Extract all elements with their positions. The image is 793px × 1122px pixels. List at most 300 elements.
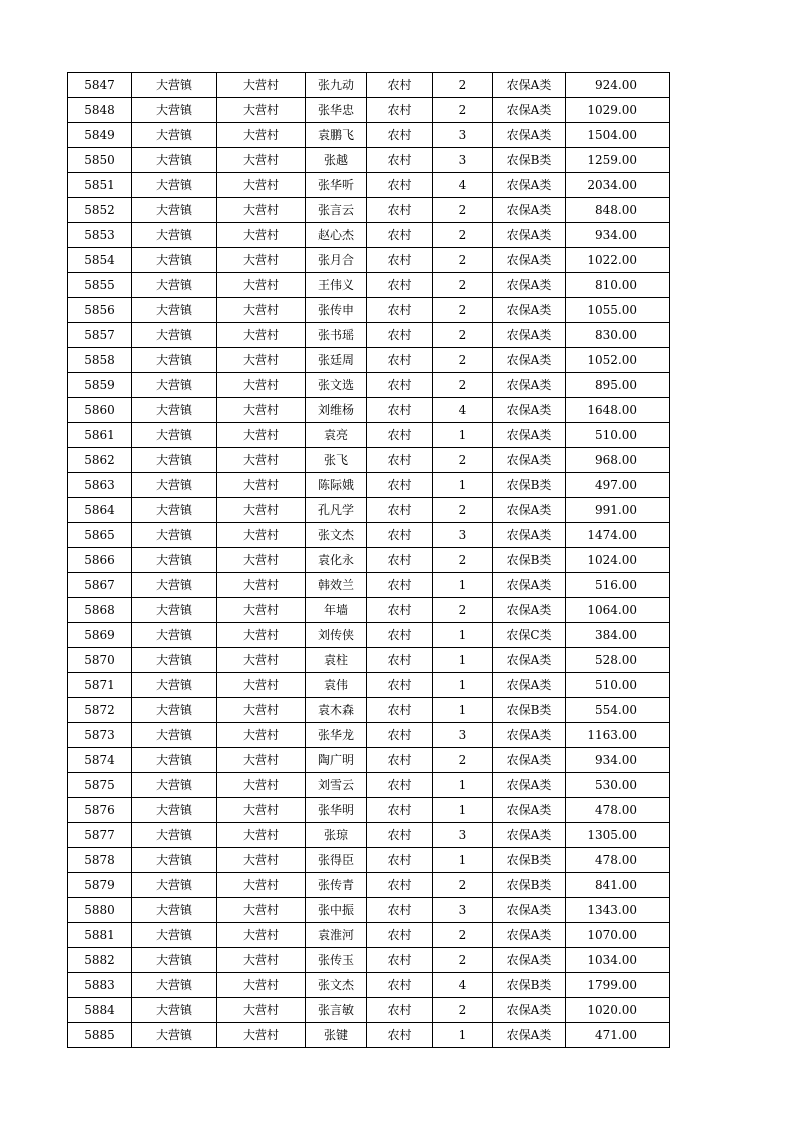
village-cell: 大营村: [217, 248, 306, 273]
village-cell: 大营村: [217, 648, 306, 673]
category-cell: 农村: [367, 73, 433, 98]
table-row: [68, 423, 670, 448]
table-row: [68, 548, 670, 573]
category-cell: 农村: [367, 748, 433, 773]
amount-cell: 497.00: [566, 473, 670, 498]
name-cell: 张传申: [306, 298, 367, 323]
insurance-type-cell: 农保B类: [493, 848, 566, 873]
category-cell: 农村: [367, 348, 433, 373]
name-cell: 张键: [306, 1023, 367, 1048]
amount-cell: 848.00: [566, 198, 670, 223]
name-cell: 袁亮: [306, 423, 367, 448]
amount-cell: 968.00: [566, 448, 670, 473]
category-cell: 农村: [367, 848, 433, 873]
household-count-cell: 1: [433, 1023, 493, 1048]
serial-number-cell: 5875: [68, 773, 132, 798]
serial-number-cell: 5871: [68, 673, 132, 698]
household-count-cell: 1: [433, 848, 493, 873]
name-cell: 张九动: [306, 73, 367, 98]
category-cell: 农村: [367, 323, 433, 348]
name-cell: 张廷周: [306, 348, 367, 373]
town-cell: 大营镇: [132, 1023, 217, 1048]
amount-cell: 810.00: [566, 273, 670, 298]
village-cell: 大营村: [217, 348, 306, 373]
table-row: [68, 923, 670, 948]
table-row: [68, 73, 670, 98]
insurance-type-cell: 农保B类: [493, 148, 566, 173]
amount-cell: 1259.00: [566, 148, 670, 173]
category-cell: 农村: [367, 273, 433, 298]
village-cell: 大营村: [217, 598, 306, 623]
table-row: [68, 973, 670, 998]
household-count-cell: 4: [433, 173, 493, 198]
serial-number-cell: 5870: [68, 648, 132, 673]
town-cell: 大营镇: [132, 223, 217, 248]
town-cell: 大营镇: [132, 573, 217, 598]
serial-number-cell: 5867: [68, 573, 132, 598]
town-cell: 大营镇: [132, 298, 217, 323]
serial-number-cell: 5859: [68, 373, 132, 398]
serial-number-cell: 5850: [68, 148, 132, 173]
town-cell: 大营镇: [132, 923, 217, 948]
category-cell: 农村: [367, 873, 433, 898]
household-count-cell: 2: [433, 548, 493, 573]
amount-cell: 384.00: [566, 623, 670, 648]
table-row: [68, 373, 670, 398]
town-cell: 大营镇: [132, 848, 217, 873]
amount-cell: 528.00: [566, 648, 670, 673]
name-cell: 张传青: [306, 873, 367, 898]
category-cell: 农村: [367, 423, 433, 448]
table-row: [68, 798, 670, 823]
town-cell: 大营镇: [132, 723, 217, 748]
name-cell: 张书瑶: [306, 323, 367, 348]
amount-cell: 1799.00: [566, 973, 670, 998]
category-cell: 农村: [367, 123, 433, 148]
name-cell: 张得臣: [306, 848, 367, 873]
household-count-cell: 4: [433, 973, 493, 998]
category-cell: 农村: [367, 773, 433, 798]
town-cell: 大营镇: [132, 873, 217, 898]
category-cell: 农村: [367, 673, 433, 698]
table-row: [68, 848, 670, 873]
household-count-cell: 2: [433, 323, 493, 348]
village-cell: 大营村: [217, 723, 306, 748]
village-cell: 大营村: [217, 673, 306, 698]
amount-cell: 830.00: [566, 323, 670, 348]
name-cell: 赵心杰: [306, 223, 367, 248]
town-cell: 大营镇: [132, 798, 217, 823]
amount-cell: 1504.00: [566, 123, 670, 148]
insurance-type-cell: 农保A类: [493, 498, 566, 523]
serial-number-cell: 5855: [68, 273, 132, 298]
serial-number-cell: 5869: [68, 623, 132, 648]
household-count-cell: 3: [433, 898, 493, 923]
category-cell: 农村: [367, 223, 433, 248]
household-count-cell: 2: [433, 598, 493, 623]
name-cell: 袁伟: [306, 673, 367, 698]
category-cell: 农村: [367, 623, 433, 648]
household-count-cell: 2: [433, 448, 493, 473]
name-cell: 孔凡学: [306, 498, 367, 523]
village-cell: 大营村: [217, 498, 306, 523]
insurance-type-cell: 农保A类: [493, 323, 566, 348]
household-count-cell: 2: [433, 873, 493, 898]
town-cell: 大营镇: [132, 173, 217, 198]
table-row: [68, 723, 670, 748]
category-cell: 农村: [367, 198, 433, 223]
category-cell: 农村: [367, 823, 433, 848]
category-cell: 农村: [367, 248, 433, 273]
village-cell: 大营村: [217, 523, 306, 548]
insurance-type-cell: 农保B类: [493, 873, 566, 898]
name-cell: 张文杰: [306, 973, 367, 998]
amount-cell: 1305.00: [566, 823, 670, 848]
insurance-type-cell: 农保A类: [493, 173, 566, 198]
insurance-type-cell: 农保A类: [493, 73, 566, 98]
village-cell: 大营村: [217, 98, 306, 123]
town-cell: 大营镇: [132, 148, 217, 173]
amount-cell: 991.00: [566, 498, 670, 523]
amount-cell: 1022.00: [566, 248, 670, 273]
amount-cell: 510.00: [566, 423, 670, 448]
amount-cell: 554.00: [566, 698, 670, 723]
household-count-cell: 2: [433, 498, 493, 523]
insurance-type-cell: 农保B类: [493, 973, 566, 998]
town-cell: 大营镇: [132, 373, 217, 398]
household-count-cell: 2: [433, 298, 493, 323]
household-count-cell: 2: [433, 73, 493, 98]
name-cell: 袁鹏飞: [306, 123, 367, 148]
town-cell: 大营镇: [132, 323, 217, 348]
serial-number-cell: 5872: [68, 698, 132, 723]
table-row: [68, 348, 670, 373]
serial-number-cell: 5852: [68, 198, 132, 223]
table-row: [68, 898, 670, 923]
name-cell: 陶广明: [306, 748, 367, 773]
category-cell: 农村: [367, 498, 433, 523]
insurance-type-cell: 农保A类: [493, 798, 566, 823]
serial-number-cell: 5876: [68, 798, 132, 823]
table-row: [68, 623, 670, 648]
household-count-cell: 3: [433, 123, 493, 148]
household-count-cell: 3: [433, 723, 493, 748]
village-cell: 大营村: [217, 898, 306, 923]
name-cell: 张中振: [306, 898, 367, 923]
household-count-cell: 2: [433, 348, 493, 373]
village-cell: 大营村: [217, 273, 306, 298]
insurance-type-cell: 农保A类: [493, 998, 566, 1023]
serial-number-cell: 5885: [68, 1023, 132, 1048]
name-cell: 刘雪云: [306, 773, 367, 798]
village-cell: 大营村: [217, 948, 306, 973]
household-count-cell: 1: [433, 473, 493, 498]
insurance-type-cell: 农保A类: [493, 448, 566, 473]
town-cell: 大营镇: [132, 673, 217, 698]
town-cell: 大营镇: [132, 548, 217, 573]
town-cell: 大营镇: [132, 123, 217, 148]
table-row: [68, 1023, 670, 1048]
village-cell: 大营村: [217, 998, 306, 1023]
category-cell: 农村: [367, 298, 433, 323]
serial-number-cell: 5866: [68, 548, 132, 573]
table-row: [68, 498, 670, 523]
amount-cell: 1070.00: [566, 923, 670, 948]
table-row: [68, 323, 670, 348]
insurance-type-cell: 农保A类: [493, 523, 566, 548]
amount-cell: 1029.00: [566, 98, 670, 123]
serial-number-cell: 5853: [68, 223, 132, 248]
village-cell: 大营村: [217, 548, 306, 573]
household-count-cell: 2: [433, 748, 493, 773]
town-cell: 大营镇: [132, 823, 217, 848]
amount-cell: 478.00: [566, 848, 670, 873]
insurance-type-cell: 农保A类: [493, 598, 566, 623]
town-cell: 大营镇: [132, 348, 217, 373]
table-row: [68, 273, 670, 298]
amount-cell: 841.00: [566, 873, 670, 898]
table-row: [68, 673, 670, 698]
ledger-body: [68, 73, 670, 1048]
serial-number-cell: 5877: [68, 823, 132, 848]
village-cell: 大营村: [217, 298, 306, 323]
insurance-type-cell: 农保A类: [493, 898, 566, 923]
household-count-cell: 2: [433, 373, 493, 398]
amount-cell: 516.00: [566, 573, 670, 598]
name-cell: 张华龙: [306, 723, 367, 748]
serial-number-cell: 5854: [68, 248, 132, 273]
village-cell: 大营村: [217, 798, 306, 823]
household-count-cell: 2: [433, 198, 493, 223]
insurance-type-cell: 农保B类: [493, 698, 566, 723]
category-cell: 农村: [367, 948, 433, 973]
village-cell: 大营村: [217, 73, 306, 98]
town-cell: 大营镇: [132, 623, 217, 648]
household-count-cell: 1: [433, 698, 493, 723]
amount-cell: 1024.00: [566, 548, 670, 573]
serial-number-cell: 5881: [68, 923, 132, 948]
household-count-cell: 1: [433, 623, 493, 648]
serial-number-cell: 5863: [68, 473, 132, 498]
household-count-cell: 1: [433, 648, 493, 673]
amount-cell: 478.00: [566, 798, 670, 823]
serial-number-cell: 5882: [68, 948, 132, 973]
household-count-cell: 1: [433, 573, 493, 598]
village-cell: 大营村: [217, 1023, 306, 1048]
village-cell: 大营村: [217, 848, 306, 873]
village-cell: 大营村: [217, 423, 306, 448]
village-cell: 大营村: [217, 923, 306, 948]
village-cell: 大营村: [217, 748, 306, 773]
name-cell: 张言敏: [306, 998, 367, 1023]
household-count-cell: 3: [433, 523, 493, 548]
amount-cell: 2034.00: [566, 173, 670, 198]
town-cell: 大营镇: [132, 773, 217, 798]
category-cell: 农村: [367, 548, 433, 573]
amount-cell: 1064.00: [566, 598, 670, 623]
ledger-table: [67, 72, 670, 1048]
town-cell: 大营镇: [132, 473, 217, 498]
insurance-type-cell: 农保B类: [493, 473, 566, 498]
serial-number-cell: 5873: [68, 723, 132, 748]
amount-cell: 1163.00: [566, 723, 670, 748]
serial-number-cell: 5883: [68, 973, 132, 998]
table-row: [68, 173, 670, 198]
table-row: [68, 573, 670, 598]
insurance-type-cell: 农保A类: [493, 248, 566, 273]
household-count-cell: 2: [433, 923, 493, 948]
serial-number-cell: 5857: [68, 323, 132, 348]
insurance-type-cell: 农保C类: [493, 623, 566, 648]
village-cell: 大营村: [217, 773, 306, 798]
amount-cell: 1052.00: [566, 348, 670, 373]
village-cell: 大营村: [217, 448, 306, 473]
household-count-cell: 2: [433, 248, 493, 273]
insurance-type-cell: 农保A类: [493, 298, 566, 323]
category-cell: 农村: [367, 723, 433, 748]
town-cell: 大营镇: [132, 698, 217, 723]
category-cell: 农村: [367, 573, 433, 598]
town-cell: 大营镇: [132, 73, 217, 98]
serial-number-cell: 5862: [68, 448, 132, 473]
serial-number-cell: 5879: [68, 873, 132, 898]
amount-cell: 1474.00: [566, 523, 670, 548]
amount-cell: 1055.00: [566, 298, 670, 323]
category-cell: 农村: [367, 798, 433, 823]
town-cell: 大营镇: [132, 948, 217, 973]
table-row: [68, 998, 670, 1023]
name-cell: 袁化永: [306, 548, 367, 573]
town-cell: 大营镇: [132, 273, 217, 298]
table-row: [68, 648, 670, 673]
village-cell: 大营村: [217, 823, 306, 848]
amount-cell: 530.00: [566, 773, 670, 798]
household-count-cell: 3: [433, 823, 493, 848]
insurance-type-cell: 农保A类: [493, 923, 566, 948]
insurance-type-cell: 农保A类: [493, 398, 566, 423]
category-cell: 农村: [367, 373, 433, 398]
table-row: [68, 398, 670, 423]
household-count-cell: 1: [433, 673, 493, 698]
table-row: [68, 698, 670, 723]
insurance-type-cell: 农保A类: [493, 748, 566, 773]
name-cell: 刘传侠: [306, 623, 367, 648]
category-cell: 农村: [367, 998, 433, 1023]
serial-number-cell: 5878: [68, 848, 132, 873]
name-cell: 张飞: [306, 448, 367, 473]
name-cell: 袁木森: [306, 698, 367, 723]
village-cell: 大营村: [217, 398, 306, 423]
serial-number-cell: 5847: [68, 73, 132, 98]
name-cell: 陈际娥: [306, 473, 367, 498]
table-row: [68, 98, 670, 123]
insurance-type-cell: 农保A类: [493, 823, 566, 848]
serial-number-cell: 5848: [68, 98, 132, 123]
village-cell: 大营村: [217, 223, 306, 248]
name-cell: 王伟义: [306, 273, 367, 298]
category-cell: 农村: [367, 973, 433, 998]
village-cell: 大营村: [217, 973, 306, 998]
insurance-type-cell: 农保A类: [493, 573, 566, 598]
table-row: [68, 298, 670, 323]
household-count-cell: 2: [433, 273, 493, 298]
insurance-type-cell: 农保A类: [493, 348, 566, 373]
town-cell: 大营镇: [132, 198, 217, 223]
town-cell: 大营镇: [132, 248, 217, 273]
amount-cell: 510.00: [566, 673, 670, 698]
table-row: [68, 448, 670, 473]
amount-cell: 924.00: [566, 73, 670, 98]
amount-cell: 471.00: [566, 1023, 670, 1048]
category-cell: 农村: [367, 923, 433, 948]
insurance-type-cell: 农保A类: [493, 198, 566, 223]
table-row: [68, 748, 670, 773]
insurance-type-cell: 农保A类: [493, 948, 566, 973]
town-cell: 大营镇: [132, 748, 217, 773]
category-cell: 农村: [367, 398, 433, 423]
table-row: [68, 523, 670, 548]
table-row: [68, 148, 670, 173]
table-row: [68, 198, 670, 223]
name-cell: 张越: [306, 148, 367, 173]
village-cell: 大营村: [217, 323, 306, 348]
name-cell: 袁柱: [306, 648, 367, 673]
category-cell: 农村: [367, 148, 433, 173]
name-cell: 张华明: [306, 798, 367, 823]
household-count-cell: 3: [433, 148, 493, 173]
town-cell: 大营镇: [132, 648, 217, 673]
village-cell: 大营村: [217, 173, 306, 198]
name-cell: 张文选: [306, 373, 367, 398]
serial-number-cell: 5856: [68, 298, 132, 323]
category-cell: 农村: [367, 898, 433, 923]
insurance-type-cell: 农保A类: [493, 773, 566, 798]
serial-number-cell: 5861: [68, 423, 132, 448]
serial-number-cell: 5868: [68, 598, 132, 623]
household-count-cell: 1: [433, 773, 493, 798]
serial-number-cell: 5865: [68, 523, 132, 548]
name-cell: 年墙: [306, 598, 367, 623]
amount-cell: 1034.00: [566, 948, 670, 973]
village-cell: 大营村: [217, 873, 306, 898]
amount-cell: 934.00: [566, 748, 670, 773]
village-cell: 大营村: [217, 473, 306, 498]
category-cell: 农村: [367, 1023, 433, 1048]
insurance-type-cell: 农保B类: [493, 548, 566, 573]
town-cell: 大营镇: [132, 398, 217, 423]
town-cell: 大营镇: [132, 998, 217, 1023]
village-cell: 大营村: [217, 123, 306, 148]
town-cell: 大营镇: [132, 448, 217, 473]
village-cell: 大营村: [217, 623, 306, 648]
name-cell: 袁淮河: [306, 923, 367, 948]
category-cell: 农村: [367, 473, 433, 498]
insurance-type-cell: 农保A类: [493, 648, 566, 673]
serial-number-cell: 5880: [68, 898, 132, 923]
town-cell: 大营镇: [132, 498, 217, 523]
table-row: [68, 248, 670, 273]
name-cell: 韩效兰: [306, 573, 367, 598]
table-row: [68, 773, 670, 798]
insurance-type-cell: 农保A类: [493, 373, 566, 398]
insurance-type-cell: 农保A类: [493, 1023, 566, 1048]
village-cell: 大营村: [217, 148, 306, 173]
household-count-cell: 2: [433, 98, 493, 123]
insurance-type-cell: 农保A类: [493, 273, 566, 298]
category-cell: 农村: [367, 698, 433, 723]
town-cell: 大营镇: [132, 973, 217, 998]
name-cell: 张琼: [306, 823, 367, 848]
